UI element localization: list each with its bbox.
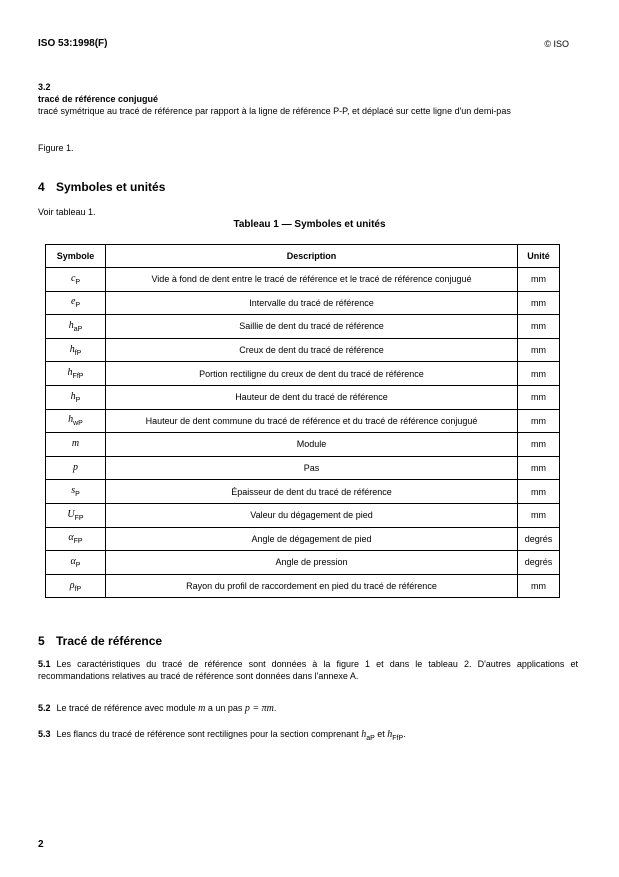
- unit-cell: degrés: [518, 551, 560, 575]
- symbol-cell: $h_P$: [46, 385, 106, 409]
- unit-cell: mm: [518, 480, 560, 504]
- description-cell: Rayon du profil de raccordement en pied du tracé de référence: [106, 574, 518, 598]
- clause-5-2: [38, 702, 578, 715]
- section-number: 5: [38, 634, 45, 648]
- unit-cell: mm: [518, 409, 560, 433]
- column-header-description: Description: [106, 245, 518, 268]
- unit-cell: mm: [518, 433, 560, 457]
- symbol-cell: $h_{wP}$: [46, 409, 106, 433]
- description-cell: Hauteur de dent du tracé de référence: [106, 385, 518, 409]
- page-number: 2: [38, 839, 44, 850]
- unit-cell: mm: [518, 385, 560, 409]
- standard-reference: ISO 53:1998(F): [38, 38, 108, 49]
- description-cell: Vide à fond de dent entre le tracé de référence et le tracé de référence conjugué: [106, 268, 518, 292]
- description-cell: Saillie de dent du tracé de référence: [106, 315, 518, 339]
- symbol-cell: $s_P$: [46, 480, 106, 504]
- table-row: [46, 456, 560, 480]
- symbol-cell: $h_{FfP}$: [46, 362, 106, 386]
- description-cell: Creux de dent du tracé de référence: [106, 338, 518, 362]
- clause-5-1: [38, 658, 578, 682]
- clause-text: a un pas: [205, 703, 245, 713]
- description-cell: Angle de pression: [106, 551, 518, 575]
- symbol-cell: $e_P$: [46, 291, 106, 315]
- table-row: [46, 480, 560, 504]
- figure-reference: Figure 1.: [38, 143, 74, 153]
- symbol-cell: $\rho_{fP}$: [46, 574, 106, 598]
- unit-cell: mm: [518, 456, 560, 480]
- symbol-cell: $\alpha_{FP}$: [46, 527, 106, 551]
- description-cell: Portion rectiligne du creux de dent du tracé de référence: [106, 362, 518, 386]
- table-reference: Voir tableau 1.: [38, 207, 96, 217]
- table-row: [46, 291, 560, 315]
- symbol-cell: $\alpha_P$: [46, 551, 106, 575]
- clause-number: 3.2: [38, 82, 51, 92]
- clause-number: 5.1: [38, 659, 51, 669]
- section-title: Symboles et unités: [56, 180, 166, 194]
- description-cell: Épaisseur de dent du tracé de référence: [106, 480, 518, 504]
- section-heading-5: [38, 634, 162, 648]
- module-symbol: m: [198, 703, 206, 714]
- table-row: [46, 503, 560, 527]
- description-cell: Pas: [106, 456, 518, 480]
- clause-text: Le tracé de référence avec module: [56, 703, 199, 713]
- table-row: [46, 362, 560, 386]
- table-caption: Tableau 1 — Symboles et unités: [233, 219, 386, 230]
- symbol-cell: $h_{aP}$: [46, 315, 106, 339]
- description-cell: Module: [106, 433, 518, 457]
- clause-text: .: [403, 729, 406, 739]
- term-title: tracé de référence conjugué: [38, 94, 159, 104]
- unit-cell: mm: [518, 362, 560, 386]
- symbol-cell: m: [46, 433, 106, 457]
- table-body: [46, 268, 560, 598]
- table-row: [46, 574, 560, 598]
- unit-cell: mm: [518, 291, 560, 315]
- symbol-cell: $h_{fP}$: [46, 338, 106, 362]
- unit-cell: mm: [518, 268, 560, 292]
- unit-cell: mm: [518, 315, 560, 339]
- symbol-h-ffp: $h_{FfP}$: [387, 729, 404, 742]
- clause-text: et: [374, 729, 388, 739]
- unit-cell: mm: [518, 503, 560, 527]
- description-cell: Angle de dégagement de pied: [106, 527, 518, 551]
- table-row: [46, 268, 560, 292]
- clause-number: 5.3: [38, 729, 51, 739]
- symbol-h-ap: $h_{aP}$: [361, 729, 375, 742]
- unit-cell: mm: [518, 338, 560, 362]
- description-cell: Hauteur de dent commune du tracé de référence et du tracé de référence conjugué: [106, 409, 518, 433]
- symbol-cell: $U_{FP}$: [46, 503, 106, 527]
- section-heading-4: [38, 180, 165, 194]
- unit-cell: degrés: [518, 527, 560, 551]
- table-row: [46, 385, 560, 409]
- symbol-cell: p: [46, 456, 106, 480]
- table-row: [46, 315, 560, 339]
- pitch-formula: p = πm: [244, 703, 274, 714]
- clause-text: Les caractéristiques du tracé de référence sont données à la figure 1 et dans le tableau 2. D'autres applications et recommandations relatives au tracé de référence sont données dans l'annexe A.: [38, 659, 578, 681]
- column-header-unit: Unité: [518, 245, 560, 268]
- table-header-row: [46, 245, 560, 268]
- symbols-table: [45, 244, 560, 598]
- symbol-cell: $c_P$: [46, 268, 106, 292]
- column-header-symbol: Symbole: [46, 245, 106, 268]
- description-cell: Valeur du dégagement de pied: [106, 503, 518, 527]
- clause-3-2: [38, 81, 578, 117]
- table-row: [46, 338, 560, 362]
- clause-5-3: [38, 728, 578, 745]
- section-number: 4: [38, 180, 45, 194]
- description-cell: Intervalle du tracé de référence: [106, 291, 518, 315]
- table-row: [46, 527, 560, 551]
- table-row: [46, 433, 560, 457]
- clause-number: 5.2: [38, 703, 51, 713]
- section-title: Tracé de référence: [56, 634, 163, 648]
- table-row: [46, 551, 560, 575]
- copyright-notice: © ISO: [544, 39, 569, 49]
- table-row: [46, 409, 560, 433]
- term-definition: tracé symétrique au tracé de référence par rapport à la ligne de référence P-P, et déplacé sur cette ligne d'un demi-pas: [38, 106, 511, 116]
- clause-text: Les flancs du tracé de référence sont rectilignes pour la section comprenant: [56, 729, 362, 739]
- unit-cell: mm: [518, 574, 560, 598]
- clause-text: .: [273, 703, 277, 713]
